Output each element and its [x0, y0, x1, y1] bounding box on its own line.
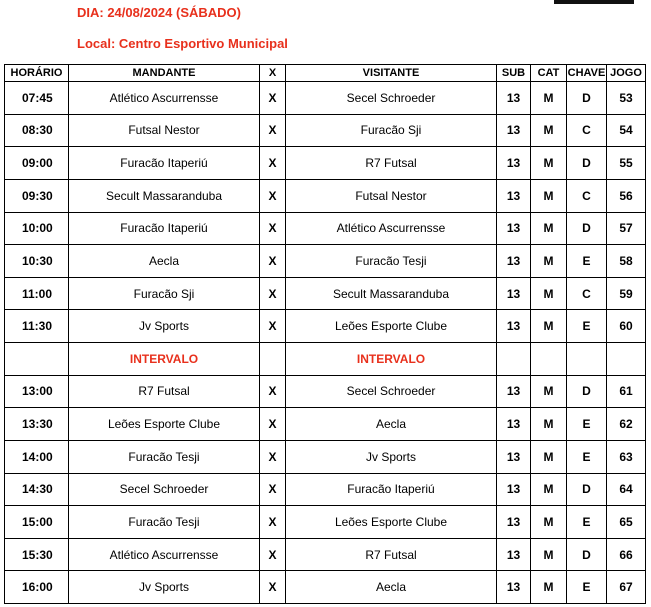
versus-cell: X — [260, 440, 286, 473]
key-cell: D — [567, 147, 607, 180]
game-number-cell: 58 — [607, 245, 646, 278]
sub-cell: 13 — [497, 179, 531, 212]
away-team-cell: Secel Schroeder — [286, 82, 497, 115]
sub-cell: 13 — [497, 245, 531, 278]
time-cell: 13:00 — [5, 375, 69, 408]
home-team-cell: R7 Futsal — [69, 375, 260, 408]
game-number-cell: 59 — [607, 277, 646, 310]
away-team-cell: Secult Massaranduba — [286, 277, 497, 310]
location-title: Local: Centro Esportivo Municipal — [77, 36, 288, 51]
versus-cell: X — [260, 571, 286, 604]
category-cell: M — [531, 147, 567, 180]
away-team-cell: Furacão Itaperiú — [286, 473, 497, 506]
table-row — [5, 114, 646, 147]
sub-cell: 13 — [497, 277, 531, 310]
versus-cell: X — [260, 473, 286, 506]
table-row — [5, 473, 646, 506]
interval-row — [5, 343, 646, 376]
table-row — [5, 440, 646, 473]
key-cell: D — [567, 212, 607, 245]
table-row — [5, 375, 646, 408]
sub-cell: 13 — [497, 506, 531, 539]
time-cell: 11:30 — [5, 310, 69, 343]
col-header-cat: CAT — [531, 65, 567, 82]
category-cell: M — [531, 82, 567, 115]
home-team-cell: Furacão Itaperiú — [69, 147, 260, 180]
table-row — [5, 147, 646, 180]
away-team-cell: Atlético Ascurrensse — [286, 212, 497, 245]
sub-cell: 13 — [497, 147, 531, 180]
key-cell: C — [567, 114, 607, 147]
away-team-cell: R7 Futsal — [286, 147, 497, 180]
key-cell: E — [567, 440, 607, 473]
col-header-x: X — [260, 65, 286, 82]
category-cell: M — [531, 506, 567, 539]
sub-cell: 13 — [497, 408, 531, 441]
key-cell: E — [567, 408, 607, 441]
col-header-mandante: MANDANTE — [69, 65, 260, 82]
versus-cell: X — [260, 375, 286, 408]
top-black-bar — [554, 0, 634, 4]
versus-cell: X — [260, 212, 286, 245]
interval-away-label: INTERVALO — [286, 343, 497, 376]
home-team-cell: Furacão Tesji — [69, 506, 260, 539]
sub-cell: 13 — [497, 114, 531, 147]
category-cell: M — [531, 440, 567, 473]
time-cell: 09:30 — [5, 179, 69, 212]
game-number-cell: 67 — [607, 571, 646, 604]
key-cell: E — [567, 571, 607, 604]
sub-cell: 13 — [497, 473, 531, 506]
sub-cell: 13 — [497, 310, 531, 343]
category-cell: M — [531, 571, 567, 604]
table-row — [5, 408, 646, 441]
versus-cell: X — [260, 179, 286, 212]
category-cell: M — [531, 114, 567, 147]
key-cell: E — [567, 245, 607, 278]
key-cell: D — [567, 538, 607, 571]
time-cell: 15:30 — [5, 538, 69, 571]
interval-game-cell — [607, 343, 646, 376]
home-team-cell: Secel Schroeder — [69, 473, 260, 506]
time-cell: 15:00 — [5, 506, 69, 539]
game-number-cell: 55 — [607, 147, 646, 180]
key-cell: C — [567, 277, 607, 310]
away-team-cell: Futsal Nestor — [286, 179, 497, 212]
home-team-cell: Jv Sports — [69, 310, 260, 343]
table-row — [5, 82, 646, 115]
away-team-cell: Secel Schroeder — [286, 375, 497, 408]
versus-cell: X — [260, 277, 286, 310]
game-number-cell: 62 — [607, 408, 646, 441]
time-cell: 14:30 — [5, 473, 69, 506]
category-cell: M — [531, 310, 567, 343]
game-number-cell: 65 — [607, 506, 646, 539]
home-team-cell: Furacão Itaperiú — [69, 212, 260, 245]
category-cell: M — [531, 473, 567, 506]
sub-cell: 13 — [497, 571, 531, 604]
table-row — [5, 538, 646, 571]
table-row — [5, 506, 646, 539]
time-cell: 07:45 — [5, 82, 69, 115]
interval-home-label: INTERVALO — [69, 343, 260, 376]
game-number-cell: 63 — [607, 440, 646, 473]
table-header-row — [5, 65, 646, 82]
col-header-horario: HORÁRIO — [5, 65, 69, 82]
key-cell: D — [567, 82, 607, 115]
versus-cell: X — [260, 82, 286, 115]
interval-cat-cell — [531, 343, 567, 376]
interval-x-cell — [260, 343, 286, 376]
category-cell: M — [531, 245, 567, 278]
table-row — [5, 310, 646, 343]
time-cell: 10:30 — [5, 245, 69, 278]
category-cell: M — [531, 179, 567, 212]
versus-cell: X — [260, 245, 286, 278]
away-team-cell: Furacão Sji — [286, 114, 497, 147]
home-team-cell: Furacão Sji — [69, 277, 260, 310]
game-number-cell: 66 — [607, 538, 646, 571]
col-header-sub: SUB — [497, 65, 531, 82]
day-title: DIA: 24/08/2024 (SÁBADO) — [77, 5, 241, 20]
time-cell: 09:00 — [5, 147, 69, 180]
home-team-cell: Secult Massaranduba — [69, 179, 260, 212]
category-cell: M — [531, 408, 567, 441]
versus-cell: X — [260, 538, 286, 571]
schedule-table — [4, 64, 646, 604]
interval-sub-cell — [497, 343, 531, 376]
table-row — [5, 245, 646, 278]
home-team-cell: Futsal Nestor — [69, 114, 260, 147]
time-cell: 11:00 — [5, 277, 69, 310]
versus-cell: X — [260, 408, 286, 441]
away-team-cell: Jv Sports — [286, 440, 497, 473]
key-cell: D — [567, 375, 607, 408]
time-cell: 08:30 — [5, 114, 69, 147]
key-cell: E — [567, 310, 607, 343]
col-header-visitante: VISITANTE — [286, 65, 497, 82]
game-number-cell: 61 — [607, 375, 646, 408]
category-cell: M — [531, 212, 567, 245]
home-team-cell: Atlético Ascurrensse — [69, 82, 260, 115]
game-number-cell: 56 — [607, 179, 646, 212]
key-cell: E — [567, 506, 607, 539]
game-number-cell: 60 — [607, 310, 646, 343]
col-header-jogo: JOGO — [607, 65, 646, 82]
versus-cell: X — [260, 310, 286, 343]
interval-time-cell — [5, 343, 69, 376]
sub-cell: 13 — [497, 440, 531, 473]
sub-cell: 13 — [497, 375, 531, 408]
key-cell: D — [567, 473, 607, 506]
time-cell: 10:00 — [5, 212, 69, 245]
sub-cell: 13 — [497, 82, 531, 115]
away-team-cell: Leões Esporte Clube — [286, 506, 497, 539]
category-cell: M — [531, 538, 567, 571]
table-row — [5, 277, 646, 310]
table-row — [5, 571, 646, 604]
game-number-cell: 57 — [607, 212, 646, 245]
home-team-cell: Leões Esporte Clube — [69, 408, 260, 441]
home-team-cell: Jv Sports — [69, 571, 260, 604]
sub-cell: 13 — [497, 212, 531, 245]
time-cell: 14:00 — [5, 440, 69, 473]
away-team-cell: Leões Esporte Clube — [286, 310, 497, 343]
away-team-cell: R7 Futsal — [286, 538, 497, 571]
versus-cell: X — [260, 147, 286, 180]
home-team-cell: Furacão Tesji — [69, 440, 260, 473]
game-number-cell: 64 — [607, 473, 646, 506]
home-team-cell: Atlético Ascurrensse — [69, 538, 260, 571]
interval-key-cell — [567, 343, 607, 376]
game-number-cell: 53 — [607, 82, 646, 115]
away-team-cell: Aecla — [286, 408, 497, 441]
versus-cell: X — [260, 506, 286, 539]
category-cell: M — [531, 375, 567, 408]
sub-cell: 13 — [497, 538, 531, 571]
away-team-cell: Aecla — [286, 571, 497, 604]
key-cell: C — [567, 179, 607, 212]
time-cell: 13:30 — [5, 408, 69, 441]
versus-cell: X — [260, 114, 286, 147]
table-row — [5, 212, 646, 245]
category-cell: M — [531, 277, 567, 310]
time-cell: 16:00 — [5, 571, 69, 604]
game-number-cell: 54 — [607, 114, 646, 147]
away-team-cell: Furacão Tesji — [286, 245, 497, 278]
table-row — [5, 179, 646, 212]
home-team-cell: Aecla — [69, 245, 260, 278]
col-header-chave: CHAVE — [567, 65, 607, 82]
